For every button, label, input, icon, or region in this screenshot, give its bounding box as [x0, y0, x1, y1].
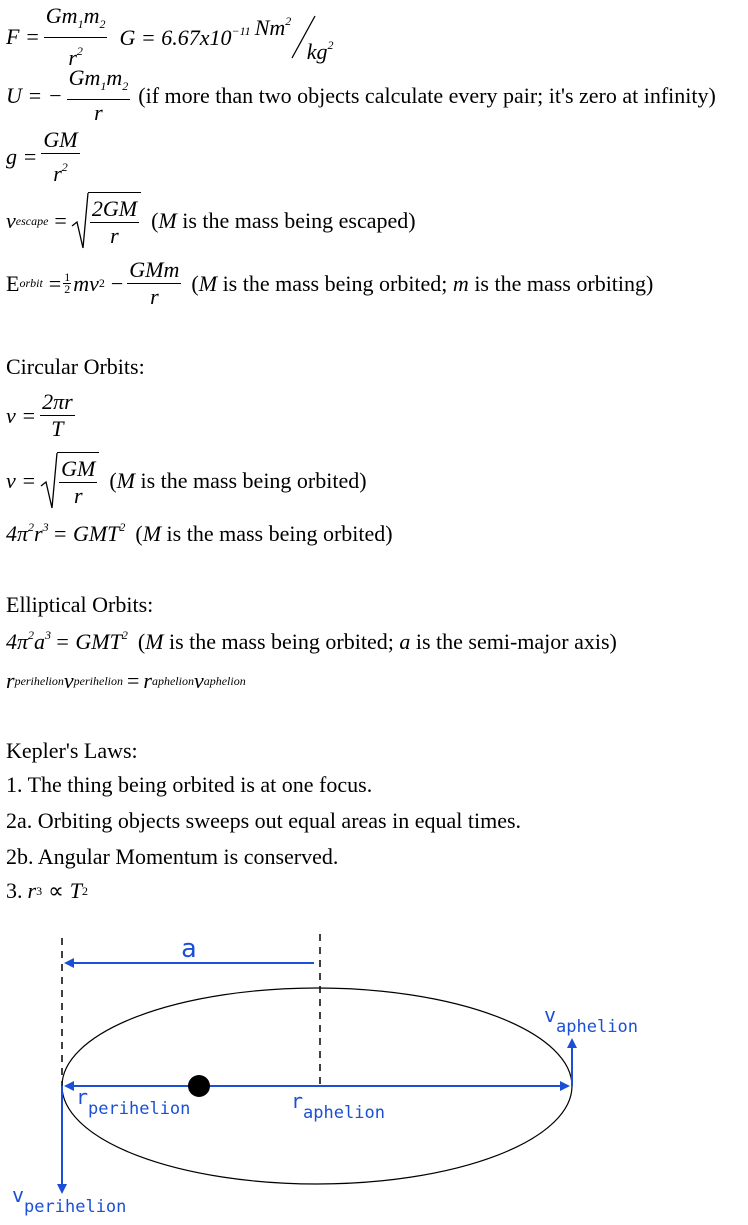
orb-e: E	[6, 270, 20, 296]
orb-note-m: m	[452, 270, 469, 296]
v2-note-M: M	[116, 468, 135, 493]
label-v-aphelion	[544, 1003, 638, 1037]
g-unit-num: Nm	[254, 15, 286, 40]
kepler-law-2b: 2b. Angular Momentum is conserved.	[6, 844, 339, 869]
ek-note-a: a	[399, 628, 411, 654]
am-v2-sub: aphelion	[203, 673, 246, 688]
orb-note-M: M	[198, 270, 218, 296]
am-v1-sub: perihelion	[73, 673, 123, 688]
ck-note-rest: is the mass being orbited)	[166, 520, 393, 546]
ek-a: a	[34, 629, 46, 654]
g-unit-num-sup: 2	[285, 14, 292, 28]
ek-text: 4π	[6, 629, 29, 654]
sqrt-sign	[40, 452, 58, 510]
ck-eq: = GMT	[52, 521, 120, 546]
force-fraction	[44, 4, 108, 70]
force-sub2: 2	[99, 17, 106, 31]
ck-sup1: 2	[28, 520, 35, 534]
kepler-laws-heading: Kepler's Laws:	[6, 738, 138, 763]
label-r-aphelion-sub: aphelion	[303, 1103, 385, 1123]
label-r-perihelion-r: r	[76, 1085, 89, 1109]
formula-escape-velocity	[6, 192, 416, 250]
esc-den: r	[110, 223, 119, 248]
formula-gravitational-force	[6, 4, 335, 70]
orb-minus: −	[110, 270, 124, 296]
esc-eq: =	[54, 208, 67, 233]
force-den-sup: 2	[76, 44, 83, 58]
ek-note-open: (	[137, 628, 146, 654]
esc-note-open: (	[151, 208, 159, 233]
label-v-aphelion-v: v	[544, 1003, 557, 1027]
ek-sup1: 2	[28, 628, 35, 642]
label-v-perihelion	[12, 1183, 126, 1217]
law3-sup1: 3	[36, 883, 43, 898]
g-den: r	[53, 161, 62, 186]
esc-note-rest: is the mass being escaped)	[182, 208, 416, 233]
force-den: r	[68, 45, 77, 70]
force-sub1: 1	[77, 17, 84, 31]
am-r1-sub: perihelion	[14, 673, 64, 688]
esc-root	[71, 192, 141, 250]
g-fraction	[41, 128, 79, 186]
orb-eq: =	[48, 270, 62, 296]
ek-note-rest: is the semi-major axis)	[415, 628, 617, 654]
g-constant	[119, 24, 250, 51]
v1-den: T	[51, 416, 64, 441]
orb-note-mid: is the mass being orbited;	[222, 270, 448, 296]
am-v2: v	[193, 668, 204, 693]
law3-sup2: 2	[82, 883, 89, 898]
force-num: Gm	[45, 3, 78, 28]
g-unit-den: kg	[306, 39, 328, 64]
am-v1: v	[63, 668, 74, 693]
am-r2: r	[143, 668, 152, 693]
v2-lhs: v =	[6, 468, 37, 493]
ek-note-M: M	[145, 628, 164, 654]
v2-note-open: (	[109, 468, 117, 493]
am-r2-sub: aphelion	[151, 673, 194, 688]
label-r-aphelion-r: r	[291, 1089, 304, 1113]
ck-sup3: 2	[119, 520, 126, 534]
g-unit	[255, 12, 335, 62]
g-unit-den-sup: 2	[327, 38, 334, 52]
esc-num: 2GM	[91, 196, 138, 221]
ck-r: r	[34, 521, 43, 546]
pot-sub1: 1	[100, 79, 107, 93]
ek-note-mid: is the mass being orbited;	[168, 628, 394, 654]
g-constant-exp: −11	[231, 23, 251, 38]
esc-v: v	[6, 208, 16, 233]
g-den-sup: 2	[61, 160, 68, 174]
force-num-m: m	[83, 3, 100, 28]
kepler-law-3	[6, 878, 88, 904]
orb-mv-sup: 2	[98, 276, 105, 290]
ek-eq: = GMT	[55, 629, 122, 654]
v2-num: GM	[61, 456, 96, 481]
orb-half-d: 2	[64, 282, 71, 296]
orb-num: GMm	[129, 257, 180, 282]
g-num: GM	[43, 127, 78, 152]
force-lhs: F =	[6, 24, 40, 49]
am-r1: r	[6, 668, 15, 693]
label-v-aphelion-sub: aphelion	[556, 1017, 638, 1037]
elliptical-orbit-diagram	[0, 928, 748, 1225]
formula-angular-momentum	[6, 668, 246, 694]
orb-sub: orbit	[19, 276, 43, 290]
law3-r: r	[27, 878, 37, 903]
v2-root	[40, 452, 99, 510]
pot-num: Gm	[68, 65, 101, 90]
formula-potential-energy	[6, 66, 716, 125]
pot-lhs: U = −	[6, 82, 63, 108]
pot-note: (if more than two objects calculate every pair; it's zero at infinity)	[138, 82, 716, 108]
orb-half-n: 1	[64, 270, 71, 284]
label-r-perihelion	[76, 1085, 190, 1119]
orb-note-rest: is the mass orbiting)	[474, 270, 654, 296]
elliptical-orbits-heading: Elliptical Orbits:	[6, 592, 154, 617]
am-eq: =	[126, 668, 140, 693]
pot-num-m: m	[106, 65, 123, 90]
ck-text: 4π	[6, 521, 29, 546]
ck-sup2: 3	[42, 520, 49, 534]
sqrt-sign	[71, 192, 89, 250]
v2-note-rest: is the mass being orbited)	[140, 468, 367, 493]
orb-note-open: (	[191, 270, 199, 296]
formula-elliptical-kepler3	[6, 628, 617, 655]
label-v-perihelion-v: v	[12, 1183, 25, 1207]
ek-sup2: 3	[45, 628, 52, 642]
formula-circular-kepler3	[6, 520, 393, 547]
esc-sub: escape	[15, 213, 49, 228]
g-constant-text: G = 6.67x10	[119, 24, 232, 50]
pot-fraction	[67, 66, 131, 125]
orb-den: r	[150, 284, 159, 309]
orb-fraction	[127, 258, 181, 309]
ek-sup3: 2	[121, 628, 128, 642]
label-a: a	[181, 934, 197, 964]
v2-den: r	[73, 483, 83, 508]
esc-note-m: M	[158, 208, 177, 233]
formula-surface-gravity	[6, 128, 84, 186]
pot-den: r	[94, 100, 103, 125]
v1-num: 2πr	[42, 389, 73, 414]
kepler-law-2a: 2a. Orbiting objects sweeps out equal areas in equal times.	[6, 808, 522, 833]
orb-half	[63, 272, 71, 295]
pot-sub2: 2	[122, 79, 129, 93]
law3-T: T	[69, 878, 83, 903]
v1-fraction	[40, 390, 75, 441]
v1-lhs: v =	[6, 402, 37, 428]
formula-circular-velocity	[6, 452, 367, 510]
kepler-law-1: 1. The thing being orbited is at one focus.	[6, 772, 373, 797]
g-lhs: g =	[6, 144, 38, 169]
ck-note-open: (	[135, 520, 143, 546]
formula-orbital-energy	[6, 258, 653, 309]
orb-mv: mv	[73, 270, 99, 296]
central-body	[188, 1075, 210, 1097]
law3-proportional: ∝	[48, 878, 64, 903]
formula-circular-velocity-period	[6, 390, 79, 441]
ck-note-M: M	[142, 520, 162, 546]
label-v-perihelion-sub: perihelion	[24, 1197, 127, 1217]
label-r-aphelion	[291, 1089, 385, 1123]
law3-prefix: 3.	[6, 878, 23, 903]
label-r-perihelion-sub: perihelion	[88, 1099, 191, 1119]
circular-orbits-heading: Circular Orbits:	[6, 354, 145, 379]
